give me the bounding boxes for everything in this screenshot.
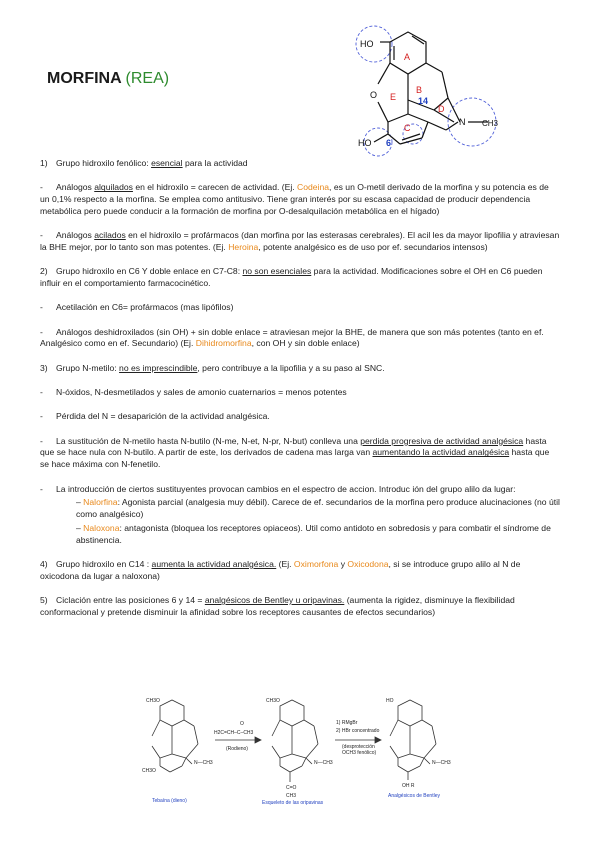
- skeleton-bonds: [374, 32, 488, 144]
- page-title: [47, 70, 169, 88]
- molecule-bentley: [390, 700, 436, 780]
- list-item: - Análogos deshidroxilados (sin OH) + sin doble enlace = atraviesan mejor la BHE, de manera que son más potentes (tanto en ef. Analgésico como en ef. Secundario) (Ej. Dihidromorfina, con OH y sin doble enlace): [40, 326, 544, 349]
- scheme-label-3: Analgésicos de Bentley: [388, 793, 440, 799]
- oh-r-label: OH R: [402, 783, 415, 789]
- ch3-sub-label: CH3: [286, 793, 297, 799]
- sar-list: [40, 158, 560, 631]
- morphine-structure: [350, 18, 510, 158]
- label-ho-top: HO: [360, 39, 374, 49]
- list-item: - La introducción de ciertos sustituyentes provocan cambios en el espectro de accion. Introduc ión del grupo alilo da lugar: – Nalorfina: Agonista parcial (analgesia muy débil). Carece de ef. secundarios de la morfina pero produce alucinaciones (no útil como analgésico) – Naloxona: antagonista (bloquea los receptores opiaceos). Util como antidoto en sobredosis y para combatir el síndrome de abstinencia.: [40, 483, 560, 545]
- list-item: - N-óxidos, N-desmetilados y sales de amonio cuaternarios = menos potentes: [40, 387, 347, 398]
- label-o-bridge: O: [370, 90, 378, 100]
- list-item: 4) Grupo hidroxilo en C14 : aumenta la actividad analgésica. (Ej. Oximorfona y Oxicodona, si se introduce grupo alilo al N de oxicodona da lugar a naloxona): [40, 559, 521, 581]
- reagent1: H2C=CH–C–CH3: [214, 730, 254, 736]
- molecule-oripavina: [272, 700, 318, 782]
- reagent2d: OCH3 fenólico): [342, 750, 377, 756]
- molecule-tebaina: [152, 700, 198, 772]
- label-ho-bottom: HO: [358, 138, 372, 148]
- list-item: 1) Grupo hidroxilo fenólico: esencial para la actividad: [40, 158, 248, 168]
- reagent2c: (desprotección: [342, 744, 375, 750]
- label-ring-e: E: [390, 92, 397, 102]
- och3-label-1: CH3O: [146, 698, 160, 704]
- title-main: MORFINA: [47, 70, 122, 87]
- list-item: 3) Grupo N-metilo: no es imprescindible, pero contribuye a la lipofilia y a su paso al SNC.: [40, 362, 385, 373]
- reagent1-note: (Rodieno): [226, 746, 248, 752]
- och3-label-2: CH3O: [142, 768, 156, 774]
- ncl-label-2: N—CH3: [314, 760, 333, 766]
- label-n: N: [459, 117, 466, 127]
- list-item: 5) Ciclación entre las posiciones 6 y 14 = analgésicos de Bentley u oripavinas. (aumenta la rigidez, disminuye la flexibilidad conformacional y pretende disminuir la afinidad sobre los receptores causantes de efectos secundarios): [40, 595, 515, 617]
- ncl-label-1: N—CH3: [194, 760, 213, 766]
- reagent2a: 1) RMgBr: [336, 720, 358, 726]
- bentley-reaction-scheme: [130, 692, 480, 807]
- label-ring-c: C: [404, 123, 411, 133]
- label-ring-b: B: [416, 85, 423, 95]
- list-item: - Análogos acilados en el hidroxilo = profármacos (dan morfina por las esterasas cerebrales). El acil les da mayor lipofilia y atraviesan la BHE mejor, por lo tanto son mas potentes. (Ej. Heroina, potente analgésico es de uso por ef. secundarios intensos): [40, 230, 560, 252]
- scheme-label-2: Esqueleto de las oripavinas: [262, 800, 324, 806]
- label-ring-d: D: [438, 104, 445, 114]
- reagent1-o: O: [240, 721, 244, 727]
- label-pos6: 6: [386, 138, 392, 148]
- list-item: - Acetilación en C6= profármacos (mas lipófilos): [40, 302, 234, 313]
- och3-label-3: CH3O: [266, 698, 280, 704]
- label-ch3: CH3: [482, 119, 499, 128]
- reagent2b: 2) HBr concentrado: [336, 728, 380, 734]
- ncl-label-3: N—CH3: [432, 760, 451, 766]
- sub-item-nalorfina: – Nalorfina: Agonista parcial (analgesia muy débil). Carece de ef. secundarios de la morfina pero produce alucinaciones (no útil como analgésico): [76, 497, 560, 520]
- title-paren: (REA): [125, 70, 170, 87]
- sub-item-naloxona: – Naloxona: antagonista (bloquea los receptores opiaceos). Util como antidoto en sobredosis y para combatir el síndrome de abstinencia.: [76, 522, 551, 545]
- ho-label-3: HO: [386, 698, 394, 704]
- label-ring-a: A: [404, 52, 411, 62]
- list-item: 2) Grupo hidroxilo en C6 Y doble enlace en C7-C8: no son esenciales para la actividad. Modificaciones sobre el OH en C6 pueden influir en el comportamiento farmacocinético.: [40, 266, 543, 289]
- list-item: - La sustitución de N-metilo hasta N-butilo (N-me, N-et, N-pr, N-but) conlleva una perdida progresiva de actividad analgésica hasta que se hace nula con N-butilo. A partir de este, los derivados de cadena mas larga van aumentando la actividad analgésica hasta que se hace máxima con N-fenetilo.: [40, 435, 550, 470]
- list-item: - Pérdida del N = desaparición de la actividad analgésica.: [40, 411, 270, 422]
- label-pos14: 14: [418, 96, 429, 106]
- scheme-label-1: Tebaína (dieno): [152, 798, 187, 804]
- co-label: C=O: [286, 785, 297, 791]
- list-item: - Análogos alquilados en el hidroxilo = carecen de actividad. (Ej. Codeina, es un O-metil derivado de la morfina y su potencia es de un 0,1% respecto a la morfina. Se emplea como antitusivo. Tiene gran interés por su escasa capacidad de producir dependencia metabólica pero puede conducir a la formación de morfina por O-desalquilación metabólica en el hígado): [40, 182, 549, 216]
